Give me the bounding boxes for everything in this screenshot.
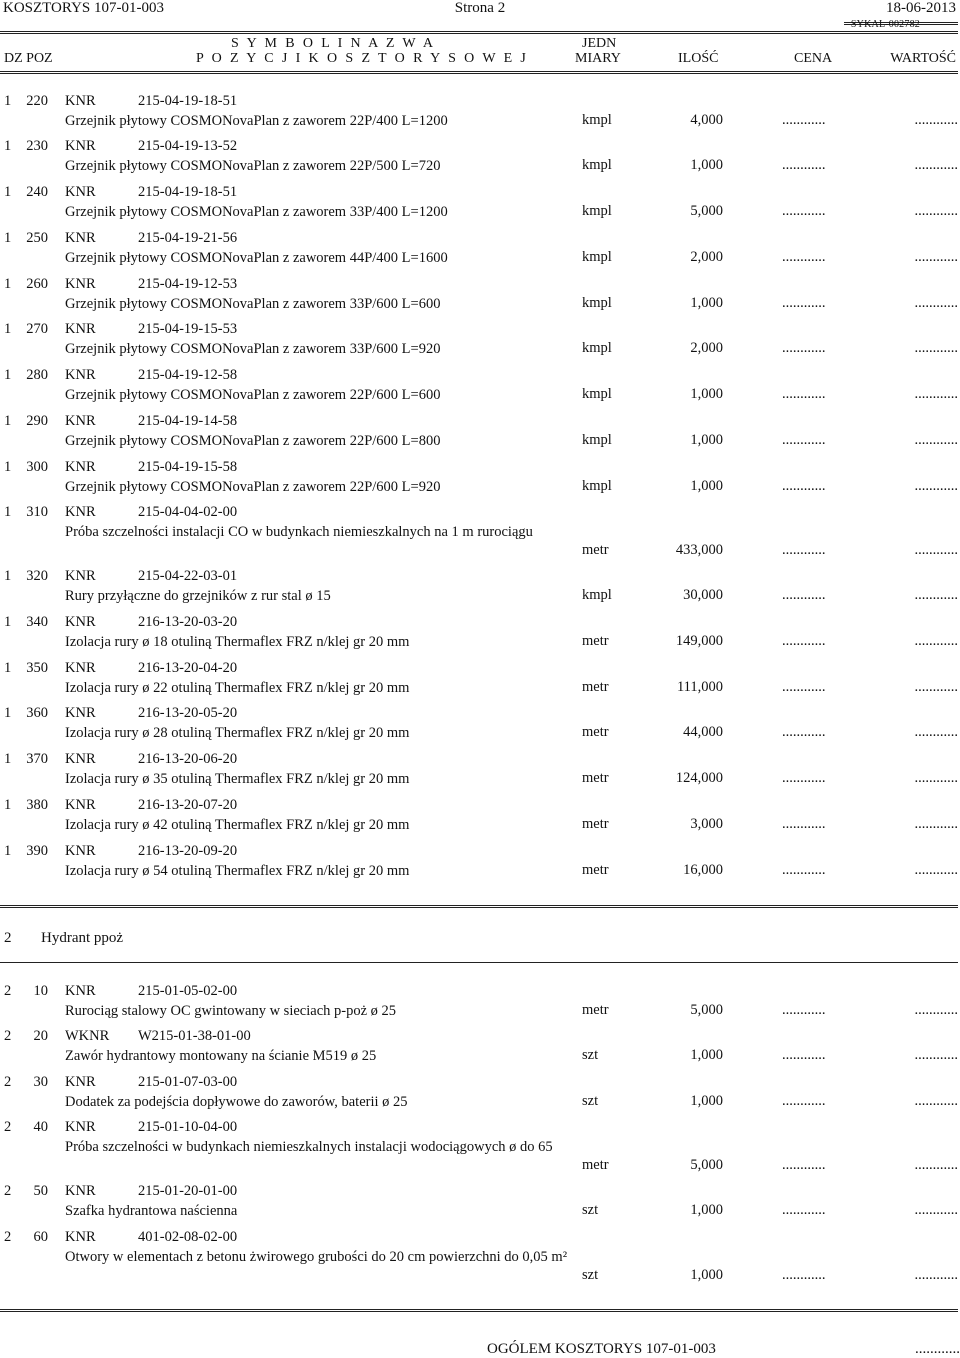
col-value: WARTOŚĆ xyxy=(890,51,956,66)
section-rule xyxy=(0,905,958,908)
row-unit: metr xyxy=(582,770,609,786)
row-catalog: KNR xyxy=(65,1119,96,1135)
row-catalog-number: 215-01-07-03-00 xyxy=(138,1074,238,1090)
row-quantity: 5,000 xyxy=(690,1157,723,1173)
row-poz: 360 xyxy=(26,705,48,721)
row-quantity: 16,000 xyxy=(683,862,723,878)
row-quantity: 1,000 xyxy=(690,157,723,173)
row-value: ............ xyxy=(914,587,958,603)
row-unit: metr xyxy=(582,816,609,832)
row-unit: szt xyxy=(582,1267,599,1283)
row-value: ............ xyxy=(914,542,958,558)
row-description: Grzejnik płytowy COSMONovaPlan z zaworem 22P/600 L=800 xyxy=(65,433,441,449)
row-quantity: 3,000 xyxy=(690,816,723,832)
row-description: Izolacja rury ø 22 otuliną Thermaflex FRZ n/klej gr 20 mm xyxy=(65,680,410,696)
row-dz: 2 xyxy=(4,983,12,999)
row-unit: metr xyxy=(582,542,609,558)
row-unit: szt xyxy=(582,1202,599,1218)
row-price: ............ xyxy=(782,1047,826,1063)
row-catalog: KNR xyxy=(65,93,96,109)
row-poz: 370 xyxy=(26,751,48,767)
row-poz: 310 xyxy=(26,504,48,520)
row-poz: 270 xyxy=(26,321,48,337)
row-poz: 240 xyxy=(26,184,48,200)
row-price: ............ xyxy=(782,340,826,356)
row-dz: 2 xyxy=(4,1119,12,1135)
row-catalog: KNR xyxy=(65,138,96,154)
row-price: ............ xyxy=(782,1093,826,1109)
row-description: Szafka hydrantowa naścienna xyxy=(65,1203,238,1219)
row-quantity: 1,000 xyxy=(690,1202,723,1218)
row-poz: 340 xyxy=(26,614,48,630)
row-value: ............ xyxy=(914,295,958,311)
row-catalog: KNR xyxy=(65,751,96,767)
row-unit: kmpl xyxy=(582,478,612,494)
row-dz: 1 xyxy=(4,93,12,109)
row-dz: 2 xyxy=(4,1074,12,1090)
row-poz: 230 xyxy=(26,138,48,154)
row-unit: kmpl xyxy=(582,587,612,603)
document-date: 18-06-2013 xyxy=(886,0,956,16)
row-description: Grzejnik płytowy COSMONovaPlan z zaworem 22P/400 L=1200 xyxy=(65,113,448,129)
row-description: Izolacja rury ø 35 otuliną Thermaflex FRZ n/klej gr 20 mm xyxy=(65,771,410,787)
row-price: ............ xyxy=(782,157,826,173)
row-quantity: 2,000 xyxy=(690,249,723,265)
row-value: ............ xyxy=(914,112,958,128)
row-value: ............ xyxy=(914,1093,958,1109)
row-unit: szt xyxy=(582,1093,599,1109)
row-dz: 1 xyxy=(4,276,12,292)
row-dz: 1 xyxy=(4,568,12,584)
row-catalog: KNR xyxy=(65,1074,96,1090)
row-catalog-number: 215-04-19-13-52 xyxy=(138,138,238,154)
row-value: ............ xyxy=(914,478,958,494)
row-poz: 40 xyxy=(33,1119,48,1135)
row-catalog-number: 215-04-19-12-58 xyxy=(138,367,238,383)
col-symbol-line2: P O Z Y C J I K O S Z T O R Y S O W E J xyxy=(196,51,529,66)
row-description: Zawór hydrantowy montowany na ścianie M519 ø 25 xyxy=(65,1048,377,1064)
row-price: ............ xyxy=(782,724,826,740)
row-poz: 320 xyxy=(26,568,48,584)
row-poz: 50 xyxy=(33,1183,48,1199)
row-poz: 220 xyxy=(26,93,48,109)
row-description: Próba szczelności w budynkach niemieszkalnych instalacji wodociągowych ø do 65 xyxy=(65,1139,553,1155)
row-catalog-number: 216-13-20-09-20 xyxy=(138,843,238,859)
row-dz: 1 xyxy=(4,705,12,721)
row-value: ............ xyxy=(914,340,958,356)
row-price: ............ xyxy=(782,633,826,649)
row-description: Izolacja rury ø 28 otuliną Thermaflex FRZ n/klej gr 20 mm xyxy=(65,725,410,741)
row-description: Grzejnik płytowy COSMONovaPlan z zaworem 44P/400 L=1600 xyxy=(65,250,448,266)
row-dz: 2 xyxy=(4,1229,12,1245)
row-value: ............ xyxy=(914,1267,958,1283)
row-quantity: 433,000 xyxy=(675,542,723,558)
row-quantity: 5,000 xyxy=(690,1002,723,1018)
row-catalog: KNR xyxy=(65,797,96,813)
row-description: Izolacja rury ø 42 otuliną Thermaflex FRZ n/klej gr 20 mm xyxy=(65,817,410,833)
row-catalog-number: 401-02-08-02-00 xyxy=(138,1229,238,1245)
row-catalog-number: 216-13-20-06-20 xyxy=(138,751,238,767)
row-catalog: KNR xyxy=(65,276,96,292)
row-catalog: KNR xyxy=(65,983,96,999)
row-catalog: KNR xyxy=(65,660,96,676)
row-description: Rury przyłączne do grzejników z rur stal ø 15 xyxy=(65,588,331,604)
col-qty: ILOŚĆ xyxy=(678,51,719,66)
row-poz: 260 xyxy=(26,276,48,292)
row-quantity: 1,000 xyxy=(690,1267,723,1283)
header-rule-top xyxy=(0,31,958,34)
row-price: ............ xyxy=(782,679,826,695)
row-dz: 1 xyxy=(4,138,12,154)
row-description: Grzejnik płytowy COSMONovaPlan z zaworem 22P/600 L=600 xyxy=(65,387,441,403)
row-poz: 10 xyxy=(33,983,48,999)
row-catalog-number: 216-13-20-04-20 xyxy=(138,660,238,676)
row-price: ............ xyxy=(782,587,826,603)
row-catalog: KNR xyxy=(65,321,96,337)
row-dz: 2 xyxy=(4,1028,12,1044)
row-quantity: 30,000 xyxy=(683,587,723,603)
row-price: ............ xyxy=(782,542,826,558)
row-poz: 20 xyxy=(33,1028,48,1044)
row-catalog: KNR xyxy=(65,367,96,383)
row-value: ............ xyxy=(914,1047,958,1063)
row-dz: 1 xyxy=(4,367,12,383)
row-quantity: 124,000 xyxy=(675,770,723,786)
row-value: ............ xyxy=(914,249,958,265)
row-description: Grzejnik płytowy COSMONovaPlan z zaworem 33P/600 L=920 xyxy=(65,341,441,357)
row-catalog: KNR xyxy=(65,614,96,630)
document-title: KOSZTORYS 107-01-003 xyxy=(3,0,164,16)
row-price: ............ xyxy=(782,1157,826,1173)
row-unit: metr xyxy=(582,862,609,878)
row-price: ............ xyxy=(782,1002,826,1018)
row-price: ............ xyxy=(782,112,826,128)
row-quantity: 2,000 xyxy=(690,340,723,356)
row-quantity: 1,000 xyxy=(690,1047,723,1063)
row-catalog: KNR xyxy=(65,459,96,475)
row-quantity: 1,000 xyxy=(690,478,723,494)
row-catalog: KNR xyxy=(65,413,96,429)
row-description: Izolacja rury ø 18 otuliną Thermaflex FRZ n/klej gr 20 mm xyxy=(65,634,410,650)
row-unit: kmpl xyxy=(582,112,612,128)
row-poz: 290 xyxy=(26,413,48,429)
row-unit: szt xyxy=(582,1047,599,1063)
col-price: CENA xyxy=(794,51,833,66)
row-unit: kmpl xyxy=(582,295,612,311)
row-quantity: 1,000 xyxy=(690,432,723,448)
section2-title: Hydrant ppoż xyxy=(41,930,124,946)
row-poz: 380 xyxy=(26,797,48,813)
row-value: ............ xyxy=(914,432,958,448)
row-catalog-number: 215-04-19-21-56 xyxy=(138,230,238,246)
row-catalog: KNR xyxy=(65,184,96,200)
row-description: Grzejnik płytowy COSMONovaPlan z zaworem 22P/600 L=920 xyxy=(65,479,441,495)
row-catalog-number: 215-04-19-15-53 xyxy=(138,321,238,337)
row-quantity: 5,000 xyxy=(690,203,723,219)
row-unit: kmpl xyxy=(582,249,612,265)
total-label: OGÓLEM KOSZTORYS 107-01-003 xyxy=(487,1341,716,1357)
row-poz: 250 xyxy=(26,230,48,246)
col-symbol-line1: S Y M B O L I N A Z W A xyxy=(231,36,436,51)
col-unit-line1: JEDN xyxy=(582,36,617,51)
row-catalog-number: 215-04-19-15-58 xyxy=(138,459,238,475)
footer-rule xyxy=(0,1309,958,1312)
row-catalog: KNR xyxy=(65,568,96,584)
row-price: ............ xyxy=(782,249,826,265)
row-price: ............ xyxy=(782,1267,826,1283)
row-catalog: KNR xyxy=(65,1229,96,1245)
row-value: ............ xyxy=(914,770,958,786)
row-unit: kmpl xyxy=(582,203,612,219)
row-price: ............ xyxy=(782,203,826,219)
row-price: ............ xyxy=(782,432,826,448)
page-number: Strona 2 xyxy=(454,0,506,16)
row-dz: 1 xyxy=(4,184,12,200)
row-dz: 1 xyxy=(4,321,12,337)
row-value: ............ xyxy=(914,679,958,695)
row-catalog-number: 215-04-19-18-51 xyxy=(138,184,238,200)
row-dz: 1 xyxy=(4,660,12,676)
row-poz: 350 xyxy=(26,660,48,676)
row-price: ............ xyxy=(782,295,826,311)
row-description: Próba szczelności instalacji CO w budynkach niemieszkalnych na 1 m rurociągu xyxy=(65,524,533,540)
row-unit: metr xyxy=(582,633,609,649)
row-catalog-number: 216-13-20-05-20 xyxy=(138,705,238,721)
row-poz: 30 xyxy=(33,1074,48,1090)
row-poz: 300 xyxy=(26,459,48,475)
row-description: Grzejnik płytowy COSMONovaPlan z zaworem 33P/600 L=600 xyxy=(65,296,441,312)
row-dz: 1 xyxy=(4,614,12,630)
row-poz: 60 xyxy=(33,1229,48,1245)
row-catalog-number: W215-01-38-01-00 xyxy=(138,1028,251,1044)
row-description: Grzejnik płytowy COSMONovaPlan z zaworem 22P/500 L=720 xyxy=(65,158,441,174)
row-quantity: 4,000 xyxy=(690,112,723,128)
row-catalog-number: 215-04-04-02-00 xyxy=(138,504,238,520)
col-unit-line2: MIARY xyxy=(575,51,621,66)
row-unit: metr xyxy=(582,679,609,695)
section2-number: 2 xyxy=(4,930,12,946)
row-catalog-number: 215-04-22-03-01 xyxy=(138,568,238,584)
row-value: ............ xyxy=(914,203,958,219)
row-catalog-number: 215-04-19-18-51 xyxy=(138,93,238,109)
row-value: ............ xyxy=(914,1202,958,1218)
row-value: ............ xyxy=(914,1002,958,1018)
row-price: ............ xyxy=(782,1202,826,1218)
total-value: ............ xyxy=(915,1341,960,1357)
row-quantity: 1,000 xyxy=(690,386,723,402)
row-catalog-number: 215-01-05-02-00 xyxy=(138,983,238,999)
row-dz: 2 xyxy=(4,1183,12,1199)
row-catalog: KNR xyxy=(65,504,96,520)
row-dz: 1 xyxy=(4,413,12,429)
row-price: ............ xyxy=(782,478,826,494)
row-catalog-number: 216-13-20-07-20 xyxy=(138,797,238,813)
row-quantity: 1,000 xyxy=(690,295,723,311)
row-value: ............ xyxy=(914,862,958,878)
row-unit: kmpl xyxy=(582,432,612,448)
row-catalog-number: 215-01-20-01-00 xyxy=(138,1183,238,1199)
row-value: ............ xyxy=(914,633,958,649)
row-dz: 1 xyxy=(4,751,12,767)
header-rule-bottom xyxy=(0,71,958,74)
row-unit: kmpl xyxy=(582,386,612,402)
row-price: ............ xyxy=(782,770,826,786)
row-catalog: KNR xyxy=(65,1183,96,1199)
section2-rule xyxy=(0,962,958,963)
row-quantity: 111,000 xyxy=(676,679,723,695)
document-code: SYKAL-002782 xyxy=(850,19,920,30)
row-catalog: KNR xyxy=(65,843,96,859)
row-value: ............ xyxy=(914,1157,958,1173)
row-quantity: 149,000 xyxy=(675,633,723,649)
row-description: Izolacja rury ø 54 otuliną Thermaflex FRZ n/klej gr 20 mm xyxy=(65,863,410,879)
row-dz: 1 xyxy=(4,797,12,813)
row-catalog: WKNR xyxy=(65,1028,110,1044)
row-unit: metr xyxy=(582,1002,609,1018)
row-catalog-number: 215-04-19-14-58 xyxy=(138,413,238,429)
row-description: Grzejnik płytowy COSMONovaPlan z zaworem 33P/400 L=1200 xyxy=(65,204,448,220)
row-catalog-number: 215-01-10-04-00 xyxy=(138,1119,238,1135)
row-poz: 280 xyxy=(26,367,48,383)
row-unit: metr xyxy=(582,1157,609,1173)
row-value: ............ xyxy=(914,157,958,173)
row-unit: metr xyxy=(582,724,609,740)
col-dz-poz: DZ POZ xyxy=(4,51,53,66)
row-price: ............ xyxy=(782,862,826,878)
row-poz: 390 xyxy=(26,843,48,859)
row-price: ............ xyxy=(782,386,826,402)
row-catalog-number: 215-04-19-12-53 xyxy=(138,276,238,292)
row-catalog-number: 216-13-20-03-20 xyxy=(138,614,238,630)
row-value: ............ xyxy=(914,816,958,832)
row-catalog: KNR xyxy=(65,705,96,721)
row-dz: 1 xyxy=(4,230,12,246)
row-price: ............ xyxy=(782,816,826,832)
row-unit: kmpl xyxy=(582,340,612,356)
row-quantity: 44,000 xyxy=(683,724,723,740)
row-description: Otwory w elementach z betonu żwirowego grubości do 20 cm powierzchni do 0,05 m² xyxy=(65,1249,568,1265)
row-dz: 1 xyxy=(4,504,12,520)
row-unit: kmpl xyxy=(582,157,612,173)
row-quantity: 1,000 xyxy=(690,1093,723,1109)
row-dz: 1 xyxy=(4,459,12,475)
row-catalog: KNR xyxy=(65,230,96,246)
row-description: Dodatek za podejścia dopływowe do zaworów, baterii ø 25 xyxy=(65,1094,408,1110)
row-dz: 1 xyxy=(4,843,12,859)
row-description: Rurociąg stalowy OC gwintowany w sieciach p-poż ø 25 xyxy=(65,1003,397,1019)
row-value: ............ xyxy=(914,724,958,740)
row-value: ............ xyxy=(914,386,958,402)
